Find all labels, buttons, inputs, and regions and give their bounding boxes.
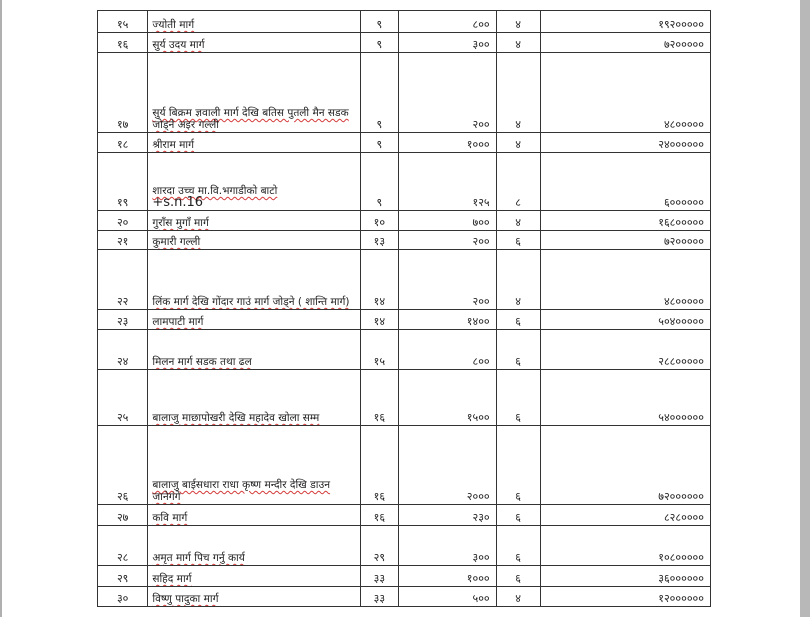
width-cell: ४ bbox=[496, 587, 540, 607]
road-name-cell bbox=[148, 153, 360, 211]
amount-cell: ४८००००० bbox=[540, 53, 710, 133]
width-cell: ६ bbox=[496, 505, 540, 526]
serial-number-cell: २७ bbox=[98, 505, 148, 526]
amount-cell: १२०००००० bbox=[540, 587, 710, 607]
length-cell: २०० bbox=[399, 250, 497, 310]
serial-number-cell: १८ bbox=[98, 133, 148, 153]
road-name-text: लिंक मार्ग देखि गोंदार गाउं मार्ग जोड्ने ( शान्ति मार्ग) bbox=[152, 296, 350, 308]
length-cell: २३० bbox=[399, 505, 497, 526]
ward-number-cell: ९ bbox=[360, 53, 399, 133]
serial-number-cell: २२ bbox=[98, 250, 148, 310]
serial-number-cell: ३० bbox=[98, 587, 148, 607]
road-name-cell bbox=[148, 587, 360, 607]
amount-cell: ५४०००००० bbox=[540, 370, 710, 426]
table-row bbox=[98, 53, 711, 133]
road-name-cell bbox=[148, 526, 360, 566]
table-row bbox=[98, 310, 711, 330]
page-right-edge bbox=[800, 0, 810, 617]
amount-cell: १९२००००० bbox=[540, 11, 710, 33]
serial-number-cell: २३ bbox=[98, 310, 148, 330]
table-row bbox=[98, 231, 711, 250]
length-cell: १००० bbox=[399, 566, 497, 587]
road-name-text: शारदा उच्च मा.वि.भगाडीको बाटो bbox=[152, 185, 278, 197]
ward-number-cell: १६ bbox=[360, 426, 399, 505]
road-name-text: कुमारी गल्ली bbox=[152, 236, 201, 248]
width-cell: ४ bbox=[496, 250, 540, 310]
length-cell: ३०० bbox=[399, 526, 497, 566]
road-name-cell bbox=[148, 250, 360, 310]
ward-number-cell: ९ bbox=[360, 133, 399, 153]
road-name-cell bbox=[148, 330, 360, 370]
serial-number-cell: २९ bbox=[98, 566, 148, 587]
serial-number-cell: २१ bbox=[98, 231, 148, 250]
amount-cell: ६०००००० bbox=[540, 153, 710, 211]
length-cell: १२५ bbox=[399, 153, 497, 211]
road-name-text: कवि मार्ग bbox=[152, 512, 188, 524]
table-row bbox=[98, 330, 711, 370]
ward-number-cell: ९ bbox=[360, 11, 399, 33]
amount-cell: ४८००००० bbox=[540, 250, 710, 310]
width-cell: ४ bbox=[496, 53, 540, 133]
road-name-cell bbox=[148, 33, 360, 53]
table-row bbox=[98, 566, 711, 587]
road-name-cell bbox=[148, 133, 360, 153]
ward-number-cell: ३३ bbox=[360, 587, 399, 607]
width-cell: ४ bbox=[496, 11, 540, 33]
table-row bbox=[98, 370, 711, 426]
table-body bbox=[98, 11, 711, 607]
serial-number-cell: २४ bbox=[98, 330, 148, 370]
amount-cell: ८२८०००० bbox=[540, 505, 710, 526]
length-cell: ८०० bbox=[399, 11, 497, 33]
ward-number-cell: ९ bbox=[360, 153, 399, 211]
road-name-cell bbox=[148, 310, 360, 330]
table-row bbox=[98, 11, 711, 33]
serial-number-cell: १९ bbox=[98, 153, 148, 211]
page-left-edge bbox=[0, 0, 2, 617]
road-budget-table bbox=[97, 10, 711, 607]
table-row bbox=[98, 250, 711, 310]
road-name-text: विष्णु पादुका मार्ग bbox=[152, 593, 219, 605]
ward-number-cell: १३ bbox=[360, 231, 399, 250]
road-name-text: बालाजु बाईसधारा राधा कृष्ण मन्दीर देखि डाउन जानेगंगे bbox=[152, 479, 331, 503]
width-cell: ६ bbox=[496, 370, 540, 426]
table-row bbox=[98, 33, 711, 53]
length-cell: ८०० bbox=[399, 330, 497, 370]
table-row bbox=[98, 526, 711, 566]
road-name-cell bbox=[148, 53, 360, 133]
width-cell: ६ bbox=[496, 330, 540, 370]
length-cell: २०० bbox=[399, 53, 497, 133]
road-name-text: अमृत मार्ग पिच गर्नु कार्य bbox=[152, 552, 245, 564]
table-row bbox=[98, 133, 711, 153]
length-cell: १५०० bbox=[399, 370, 497, 426]
width-cell: ४ bbox=[496, 33, 540, 53]
width-cell: ६ bbox=[496, 426, 540, 505]
amount-cell: ३६०००००० bbox=[540, 566, 710, 587]
amount-cell: १०८००००० bbox=[540, 526, 710, 566]
width-cell: ६ bbox=[496, 526, 540, 566]
serial-number-cell: २५ bbox=[98, 370, 148, 426]
serial-number-cell: १७ bbox=[98, 53, 148, 133]
road-name-text: लामपाटी मार्ग bbox=[152, 316, 204, 328]
table-row bbox=[98, 211, 711, 231]
road-name-cell bbox=[148, 370, 360, 426]
width-cell: ६ bbox=[496, 231, 540, 250]
road-name-cell bbox=[148, 566, 360, 587]
road-code-text: +s.n.16 bbox=[152, 195, 204, 210]
table-row bbox=[98, 153, 711, 211]
length-cell: ३०० bbox=[399, 33, 497, 53]
length-cell: २००० bbox=[399, 426, 497, 505]
road-name-text: सुर्य उदय मार्ग bbox=[152, 39, 205, 51]
serial-number-cell: १५ bbox=[98, 11, 148, 33]
ward-number-cell: ९ bbox=[360, 33, 399, 53]
road-name-text: गुराँस मुगाँ मार्ग bbox=[152, 217, 209, 229]
amount-cell: १६८००००० bbox=[540, 211, 710, 231]
road-name-text: मिलन मार्ग सडक तथा ढल bbox=[152, 356, 252, 368]
length-cell: १००० bbox=[399, 133, 497, 153]
serial-number-cell: २० bbox=[98, 211, 148, 231]
amount-cell: ७२००००० bbox=[540, 231, 710, 250]
width-cell: ६ bbox=[496, 310, 540, 330]
amount-cell: २८८००००० bbox=[540, 330, 710, 370]
length-cell: २०० bbox=[399, 231, 497, 250]
amount-cell: ७२००००० bbox=[540, 33, 710, 53]
serial-number-cell: १६ bbox=[98, 33, 148, 53]
serial-number-cell: २६ bbox=[98, 426, 148, 505]
length-cell: ५०० bbox=[399, 587, 497, 607]
road-name-cell bbox=[148, 505, 360, 526]
width-cell: ८ bbox=[496, 153, 540, 211]
amount-cell: ७२०००००० bbox=[540, 426, 710, 505]
road-name-text: बालाजु माछापोखरी देखि महादेव खोला सम्म bbox=[152, 412, 320, 424]
road-name-text: सुर्य बिक्रम ज्ञवाली मार्ग देखि बतिस पुतली मैन सडक जोड्ने अइर गल्ली bbox=[152, 107, 349, 131]
ward-number-cell: १५ bbox=[360, 330, 399, 370]
ward-number-cell: १६ bbox=[360, 505, 399, 526]
amount-cell: ५०४००००० bbox=[540, 310, 710, 330]
width-cell: ४ bbox=[496, 211, 540, 231]
road-name-text: श्रीराम मार्ग bbox=[152, 139, 195, 151]
road-name-text: ज्योती मार्ग bbox=[152, 19, 195, 31]
road-name-cell bbox=[148, 211, 360, 231]
serial-number-cell: २८ bbox=[98, 526, 148, 566]
table-row bbox=[98, 505, 711, 526]
ward-number-cell: १० bbox=[360, 211, 399, 231]
road-name-cell bbox=[148, 11, 360, 33]
length-cell: १४०० bbox=[399, 310, 497, 330]
ward-number-cell: २९ bbox=[360, 526, 399, 566]
road-name-text: सहिद मार्ग bbox=[152, 573, 192, 585]
ward-number-cell: १६ bbox=[360, 370, 399, 426]
road-name-cell bbox=[148, 231, 360, 250]
ward-number-cell: ३३ bbox=[360, 566, 399, 587]
length-cell: ७०० bbox=[399, 211, 497, 231]
width-cell: ६ bbox=[496, 566, 540, 587]
amount-cell: २४०००००० bbox=[540, 133, 710, 153]
ward-number-cell: १४ bbox=[360, 310, 399, 330]
road-name-cell bbox=[148, 426, 360, 505]
width-cell: ४ bbox=[496, 133, 540, 153]
table-row bbox=[98, 426, 711, 505]
ward-number-cell: १४ bbox=[360, 250, 399, 310]
table-row bbox=[98, 587, 711, 607]
